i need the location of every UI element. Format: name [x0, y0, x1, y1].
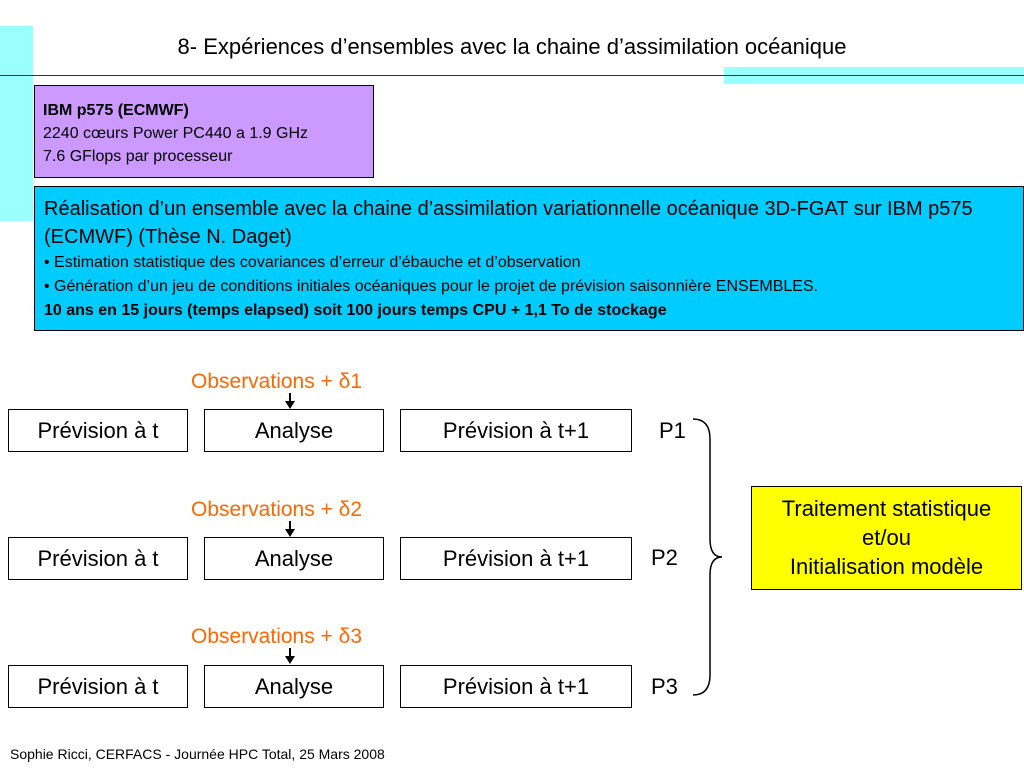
observations-label-2: Observations + δ2 — [191, 498, 363, 521]
slide-title: 8- Expériences d’ensembles avec la chaine d’assimilation océanique — [177, 34, 847, 59]
analysis-box-2: Analyse — [204, 537, 384, 580]
member-label-3: P3 — [651, 674, 678, 699]
observations-label-1: Observations + δ1 — [191, 370, 363, 393]
experiment-description: Réalisation d’un ensemble avec la chaine d’assimilation variationnelle océanique 3D-FGAT sur IBM p575 (ECMWF) (Thèse N. Daget) — [44, 198, 973, 248]
observations-label-3: Observations + δ3 — [191, 625, 363, 648]
observation-arrow-2 — [289, 521, 291, 529]
title-divider — [0, 75, 1024, 76]
result-line-3: Initialisation modèle — [789, 554, 984, 579]
experiment-summary: 10 ans en 15 jours (temps elapsed) soit 100 jours temps CPU + 1,1 To de stockage — [44, 302, 667, 319]
forecast-t1-box-3: Prévision à t+1 — [400, 665, 632, 708]
result-line-1: Traitement statistique — [781, 496, 992, 521]
decor-bar-left — [0, 26, 33, 221]
observation-arrow-1 — [289, 393, 291, 401]
forecast-t-box-3: Prévision à t — [8, 665, 188, 708]
hardware-box — [34, 85, 374, 178]
analysis-box-1: Analyse — [204, 409, 384, 452]
forecast-t-box-1: Prévision à t — [8, 409, 188, 452]
forecast-t1-box-1: Prévision à t+1 — [400, 409, 632, 452]
hardware-cores: 2240 cœurs Power PC440 a 1.9 GHz — [43, 125, 309, 142]
hardware-flops: 7.6 GFlops par processeur — [43, 148, 233, 165]
member-label-1: P1 — [659, 418, 686, 443]
analysis-box-3: Analyse — [204, 665, 384, 708]
experiment-bullet-1: • Estimation statistique des covariances d’erreur d’ébauche et d’observation — [44, 254, 581, 271]
forecast-t-box-2: Prévision à t — [8, 537, 188, 580]
forecast-t1-box-2: Prévision à t+1 — [400, 537, 632, 580]
experiment-box — [34, 186, 1024, 331]
result-box — [751, 486, 1022, 590]
member-label-2: P2 — [651, 545, 678, 570]
grouping-brace — [690, 414, 724, 700]
result-line-2: et/ou — [862, 525, 911, 550]
experiment-bullet-2: • Génération d’un jeu de conditions initiales océaniques pour le projet de prévision saisonnière ENSEMBLES. — [44, 278, 819, 295]
observation-arrow-3 — [289, 648, 291, 656]
footer-credit: Sophie Ricci, CERFACS - Journée HPC Total, 25 Mars 2008 — [10, 746, 385, 762]
hardware-heading: IBM p575 (ECMWF) — [43, 102, 189, 119]
